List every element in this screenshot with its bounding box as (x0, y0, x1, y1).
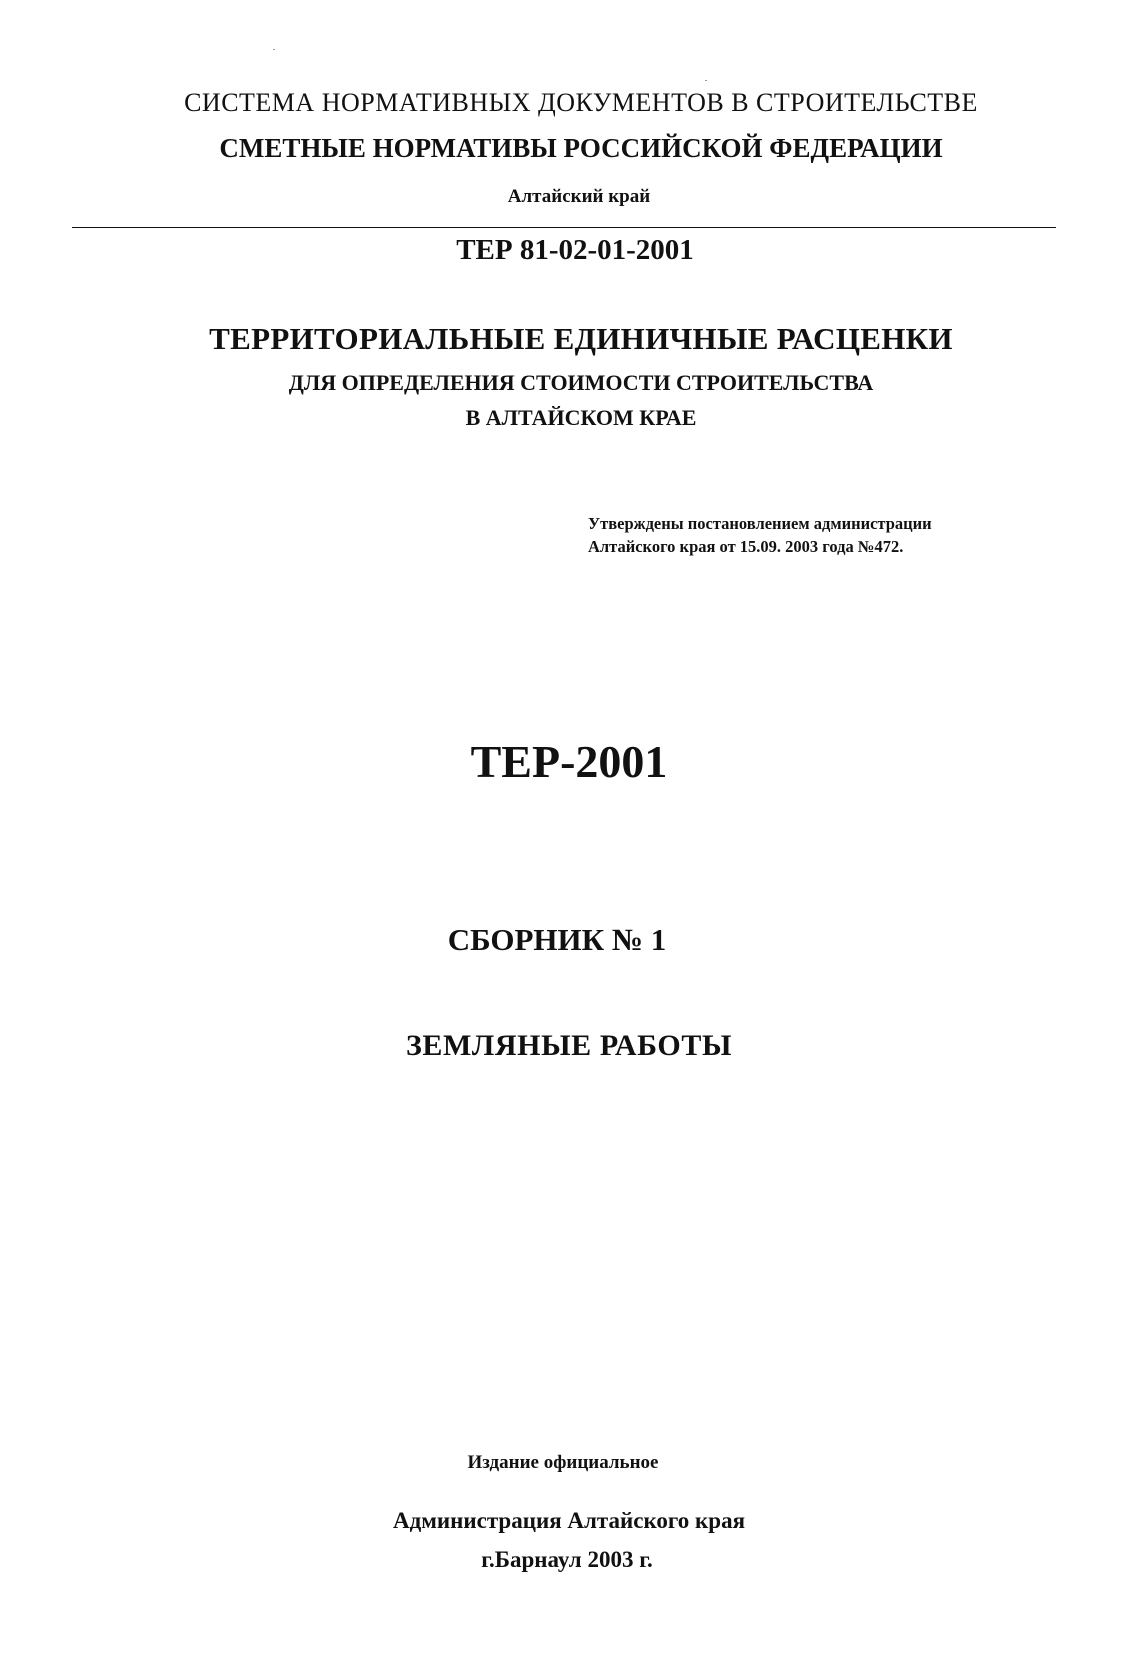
approval-line1: Утверждены постановлением администрации (588, 514, 932, 533)
norms-heading: СМЕТНЫЕ НОРМАТИВЫ РОССИЙСКОЙ ФЕДЕРАЦИИ (219, 133, 943, 163)
publication-place-year: г.Барнаул 2003 г. (481, 1547, 653, 1572)
approval-line2: Алтайского края от 15.09. 2003 года №472. (588, 537, 904, 556)
publisher-name: Администрация Алтайского края (392, 1508, 746, 1533)
region-label: Алтайский край (507, 186, 651, 207)
scan-speck (705, 80, 707, 81)
edition-label: Издание официальное (467, 1452, 659, 1473)
collection-number: СБОРНИК № 1 (447, 922, 667, 957)
document-title: ТЕРРИТОРИАЛЬНЫЕ ЕДИНИЧНЫЕ РАСЦЕНКИ (209, 321, 953, 356)
document-number: ТЕР 81-02-01-2001 (456, 234, 694, 266)
document-subtitle-line1: ДЛЯ ОПРЕДЕЛЕНИЯ СТОИМОСТИ СТРОИТЕЛЬСТВА (288, 370, 874, 395)
system-heading: СИСТЕМА НОРМАТИВНЫХ ДОКУМЕНТОВ В СТРОИТЕЛЬСТВЕ (184, 88, 978, 117)
header-divider (72, 227, 1056, 228)
approval-note (588, 512, 932, 558)
scan-speck (273, 49, 275, 50)
section-title: ЗЕМЛЯНЫЕ РАБОТЫ (405, 1029, 733, 1062)
document-subtitle-line2: В АЛТАЙСКОМ КРАЕ (465, 405, 697, 430)
standard-code: ТЕР-2001 (470, 736, 668, 787)
